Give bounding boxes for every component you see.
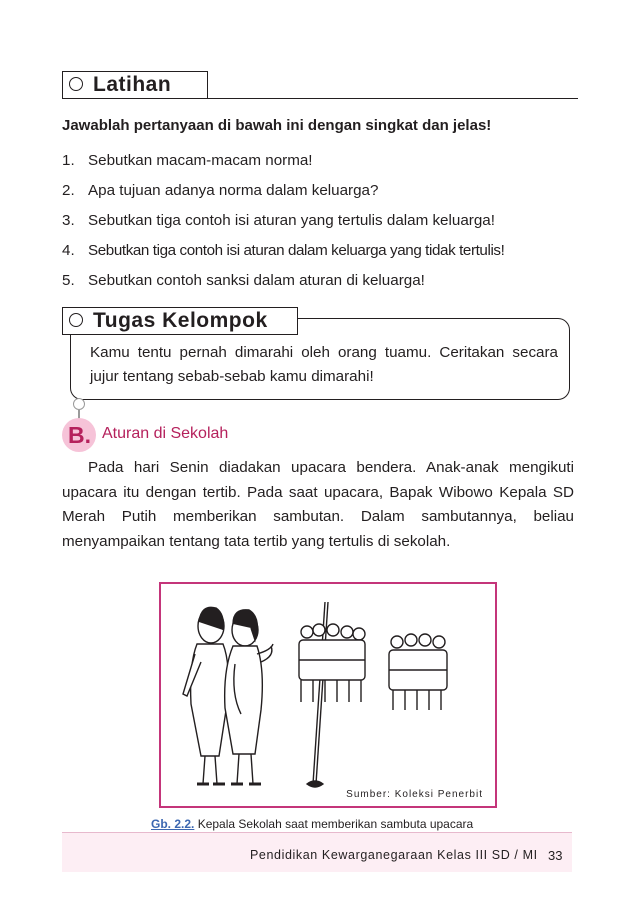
footer-rule [62, 832, 572, 833]
question-item [62, 176, 582, 206]
page-number: 33 [548, 848, 563, 863]
section-title: Aturan di Sekolah [102, 425, 229, 442]
question-number: 5. [62, 272, 75, 289]
tugas-title: Tugas Kelompok [93, 309, 268, 332]
question-text: Sebutkan contoh sanksi dalam aturan di keluarga! [88, 272, 425, 289]
circle-bullet-icon [69, 313, 83, 327]
student-group-left [299, 624, 365, 702]
section-badge [62, 418, 96, 452]
question-text: Sebutkan tiga contoh isi aturan dalam keluarga yang tidak tertulis! [88, 242, 505, 259]
caption-label: Gb. 2.2. [151, 817, 195, 831]
section-letter: B. [68, 422, 91, 448]
question-number: 3. [62, 212, 75, 229]
pin-icon [73, 398, 85, 410]
circle-bullet-icon [69, 77, 83, 91]
speaker-figure [225, 610, 273, 784]
student-group-right [389, 634, 447, 710]
figure-caption [151, 817, 473, 831]
latihan-instruction: Jawablah pertanyaan di bawah ini dengan singkat dan jelas! [62, 117, 492, 134]
figure-credit: Sumber: Koleksi Penerbit [346, 789, 483, 800]
ceremony-illustration [161, 584, 495, 806]
latihan-header [62, 71, 208, 99]
caption-text: Kepala Sekolah saat memberikan sambuta upacara [197, 817, 474, 831]
latihan-title: Latihan [93, 73, 172, 96]
question-list [62, 146, 582, 296]
question-item [62, 146, 582, 176]
question-text: Sebutkan tiga contoh isi aturan yang tertulis dalam keluarga! [88, 212, 495, 229]
tugas-header [62, 307, 298, 335]
question-text: Sebutkan macam-macam norma! [88, 152, 313, 169]
book-title: Pendidikan Kewarganegaraan Kelas III SD / MI [250, 848, 538, 862]
question-item [62, 236, 582, 266]
latihan-rule [208, 98, 578, 99]
paragraph-text: Pada hari Senin diadakan upacara bendera. Anak-anak mengikuti upacara itu dengan tertib. Pada saat upacara, Bapak Wibowo Kepala SD Merah Putih memberikan sambutan. Dalam sambutannya, beliau menyampaikan tentang tata tertib yang tertulis di sekolah. [62, 459, 574, 550]
question-number: 1. [62, 152, 75, 169]
question-item [62, 206, 582, 236]
principal-figure [183, 607, 228, 784]
question-text: Apa tujuan adanya norma dalam keluarga? [88, 182, 379, 199]
question-item [62, 266, 582, 296]
question-number: 4. [62, 242, 75, 259]
tugas-text: Kamu tentu pernah dimarahi oleh orang tuamu. Ceritakan secara jujur tentang sebab-sebab kamu dimarahi! [90, 344, 558, 385]
question-number: 2. [62, 182, 75, 199]
figure-frame [159, 582, 497, 808]
body-paragraph [62, 456, 574, 554]
